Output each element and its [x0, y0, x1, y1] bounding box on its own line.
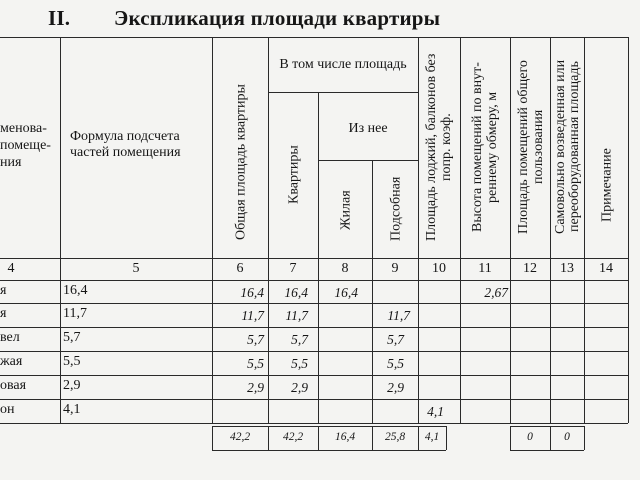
- total-area-header: Общая площадь квартиры: [233, 84, 249, 240]
- apartment-area-value: 5,5: [291, 356, 308, 371]
- height-header: Высота помещений по внут-реннему обмеру, м: [470, 62, 500, 232]
- auxiliary-area-sum: 25,8: [384, 431, 406, 443]
- apartment-area-sum: 42,2: [282, 431, 304, 443]
- column-number: 11: [478, 261, 492, 276]
- section-title-text: Экспликация площади квартиры: [114, 6, 441, 30]
- auxiliary-area-value: 11,7: [387, 308, 410, 323]
- section-title: [48, 6, 440, 31]
- living-header: Жилая: [338, 190, 354, 230]
- area-formula: 2,9: [63, 378, 81, 393]
- room-name: вел: [0, 330, 20, 345]
- auxiliary-area-value: 5,5: [387, 356, 404, 371]
- formula-header: Формула подсчета частей помещения: [70, 129, 181, 160]
- area-formula: 5,7: [63, 330, 81, 345]
- area-formula: 5,5: [63, 354, 81, 369]
- total-area-sum: 42,2: [229, 431, 251, 443]
- column-number: 7: [289, 261, 297, 276]
- col4-header-line: помеще-: [0, 138, 51, 153]
- of-which-header: Из нее: [348, 121, 388, 136]
- area-formula: 4,1: [63, 402, 81, 417]
- note-header: Примечание: [599, 148, 615, 222]
- apartment-area-value: 5,7: [291, 332, 308, 347]
- apartment-area-value: 16,4: [284, 285, 308, 300]
- loggia-header: Площадь лоджий, балконов без попр. коэф.: [424, 53, 454, 241]
- including-area-header: В том числе площадь: [279, 57, 407, 72]
- col4-header: [0, 120, 51, 171]
- auxiliary-area-value: 2,9: [387, 380, 404, 395]
- common-area-sum: 0: [527, 431, 533, 443]
- room-height-value: 2,67: [484, 285, 508, 300]
- area-formula: 16,4: [63, 283, 88, 298]
- loggia-area-value: 4,1: [427, 404, 444, 419]
- unauthorized-area-header: Самовольно возведенная или переоборудованная площадь: [553, 59, 582, 235]
- column-number: 5: [132, 261, 140, 276]
- living-area-value: 16,4: [334, 285, 358, 300]
- total-area-value: 5,5: [247, 356, 264, 371]
- apartment-area-value: 11,7: [285, 308, 308, 323]
- apartment-header: Квартиры: [286, 145, 302, 205]
- room-name: я: [0, 306, 7, 321]
- total-area-value: 5,7: [247, 332, 264, 347]
- col4-header-line: ния: [0, 155, 22, 170]
- room-name: я: [0, 283, 7, 298]
- common-area-header: Площадь помещений общего пользования: [516, 60, 546, 234]
- total-area-value: 11,7: [241, 308, 264, 323]
- section-number: II.: [48, 6, 71, 30]
- column-number: 6: [236, 261, 244, 276]
- room-name: жая: [0, 354, 23, 369]
- room-name: овая: [0, 378, 27, 393]
- total-area-value: 2,9: [247, 380, 264, 395]
- apartment-area-value: 2,9: [291, 380, 308, 395]
- column-number: 8: [341, 261, 349, 276]
- room-name: он: [0, 402, 15, 417]
- column-number: 10: [432, 261, 446, 276]
- column-number: 4: [7, 261, 15, 276]
- auxiliary-area-value: 5,7: [387, 332, 404, 347]
- column-number: 12: [523, 261, 537, 276]
- column-number: 9: [391, 261, 399, 276]
- loggia-area-sum: 4,1: [424, 431, 440, 443]
- area-formula: 11,7: [63, 306, 87, 321]
- col4-header-line: менова-: [0, 121, 47, 136]
- column-number: 13: [560, 261, 574, 276]
- total-area-value: 16,4: [240, 285, 264, 300]
- living-area-sum: 16,4: [334, 431, 356, 443]
- unauthorized-area-sum: 0: [564, 431, 570, 443]
- column-number: 14: [599, 261, 613, 276]
- auxiliary-header: Подсобная: [388, 176, 404, 242]
